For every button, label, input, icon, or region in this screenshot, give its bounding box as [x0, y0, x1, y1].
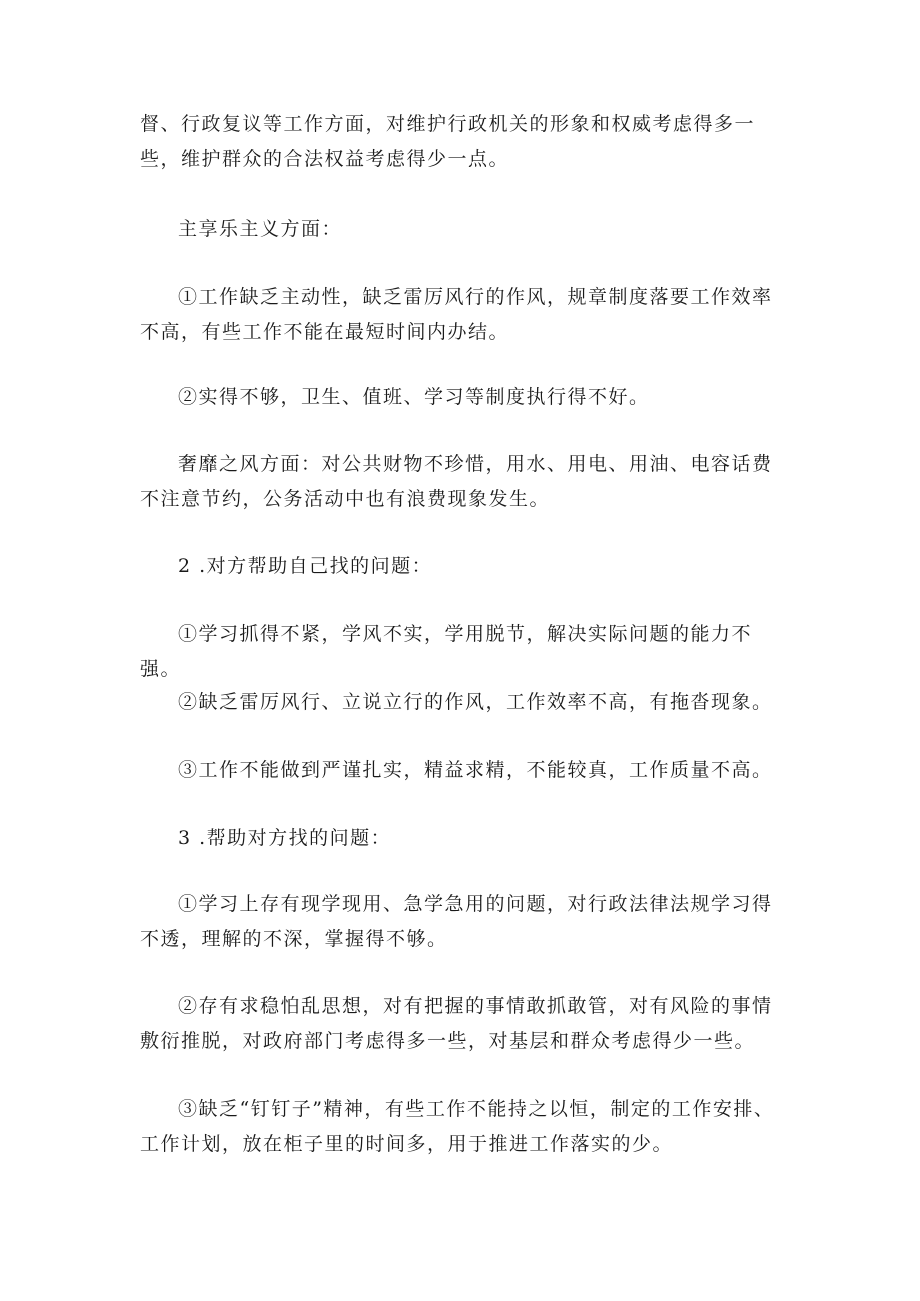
paragraph-section-2-item-1: ①学习抓得不紧，学风不实，学用脱节，解决实际问题的能力不强。 — [140, 623, 753, 680]
paragraph-extravagance: 奢靡之风方面：对公共财物不珍惜，用水、用电、用油、电容话费不注意节约，公务活动中也有浪费现象发生。 — [140, 453, 773, 510]
paragraph-section-3-item-1: ①学习上存有现学现用、急学急用的问题，对行政法律法规学习得不透，理解的不深，掌握得不够。 — [140, 893, 773, 950]
paragraph-hedonism-item-1: ①工作缺乏主动性，缺乏雷厉风行的作风，规章制度落要工作效率不高，有些工作不能在最短时间内办结。 — [140, 286, 773, 343]
paragraph-section-3-item-3: ③缺乏“钉钉子”精神，有些工作不能持之以恒，制定的工作安排、工作计划，放在柜子里的时间多，用于推进工作落实的少。 — [140, 1098, 775, 1155]
paragraph-heading-section-3: 3 .帮助对方找的问题： — [178, 827, 392, 849]
paragraph-hedonism-item-2: ②实得不够，卫生、值班、学习等制度执行得不好。 — [178, 386, 650, 408]
paragraph-section-2-item-3: ③工作不能做到严谨扎实，精益求精，不能较真，工作质量不高。 — [178, 759, 773, 781]
paragraph-section-3-item-2: ②存有求稳怕乱思想，对有把握的事情敢抓敢管，对有风险的事情敷衍推脱，对政府部门考虑得多一些，对基层和群众考虑得少一些。 — [140, 995, 773, 1052]
paragraph-continuation: 督、行政复议等工作方面，对维护行政机关的形象和权威考虑得多一些，维护群众的合法权益考虑得少一点。 — [140, 113, 756, 170]
paragraph-section-2-item-2: ②缺乏雷厉风行、立说立行的作风，工作效率不高，有拖沓现象。 — [178, 691, 773, 713]
paragraph-heading-section-2: 2 .对方帮助自己找的问题： — [178, 555, 433, 577]
paragraph-heading-hedonism: 主享乐主义方面： — [178, 218, 343, 240]
